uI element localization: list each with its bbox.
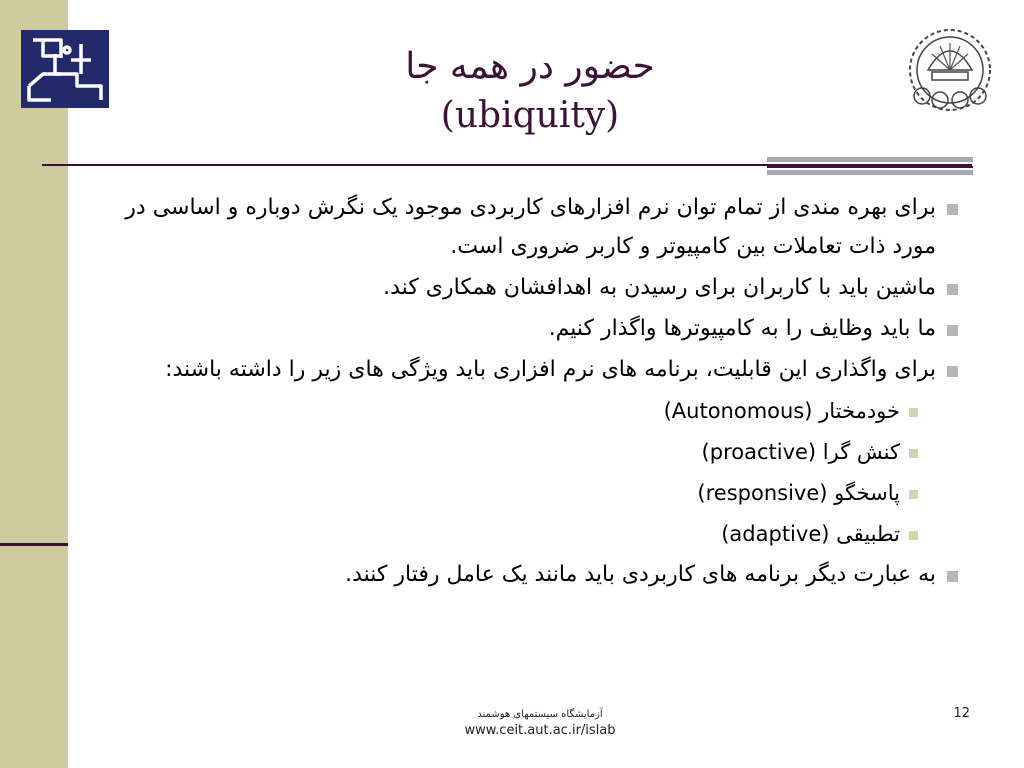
computer-engineering-logo-icon: [21, 30, 109, 108]
footer: [380, 708, 700, 740]
sub-bullet-item: کنش گرا (proactive): [120, 432, 962, 473]
page-number: 12: [953, 706, 970, 721]
title-english: (ubiquity): [440, 95, 620, 136]
footer-lab-name: آزمایشگاه سیستمهای هوشمند: [477, 709, 603, 720]
sub-bullet-item: تطبیقی (adaptive): [120, 514, 962, 555]
footer-url[interactable]: www.ceit.aut.ac.ir/islab: [464, 723, 616, 738]
left-decorative-band: [0, 0, 68, 768]
bullet-item: برای بهره مندی از تمام توان نرم افزارهای کاربردی موجود یک نگرش دوباره و اساسی در مورد ذات تعاملات بین کامپیوتر و کاربر ضروری است.: [120, 188, 962, 266]
bullet-item: ماشین باید با کاربران برای رسیدن به اهدافشان همکاری کند.: [120, 268, 962, 307]
title-persian: حضور در همه جا: [405, 46, 655, 87]
slide-title: [300, 42, 760, 140]
slide-body: [120, 188, 962, 596]
sub-bullet-item: خودمختار (Autonomous): [120, 391, 962, 432]
left-band-divider: [0, 543, 68, 546]
sub-bullet-item: پاسخگو (responsive): [120, 473, 962, 514]
bullet-item-final: به عبارت دیگر برنامه های کاربردی باید مانند یک عامل رفتار کنند.: [120, 555, 962, 594]
bullet-item: برای واگذاری این قابلیت، برنامه های نرم افزاری باید ویژگی های زیر را داشته باشند:: [120, 350, 962, 389]
bullet-item: ما باید وظایف را به کامپیوترها واگذار کنیم.: [120, 309, 962, 348]
university-seal-icon: [902, 26, 998, 114]
header-accent-bars: [767, 157, 973, 175]
